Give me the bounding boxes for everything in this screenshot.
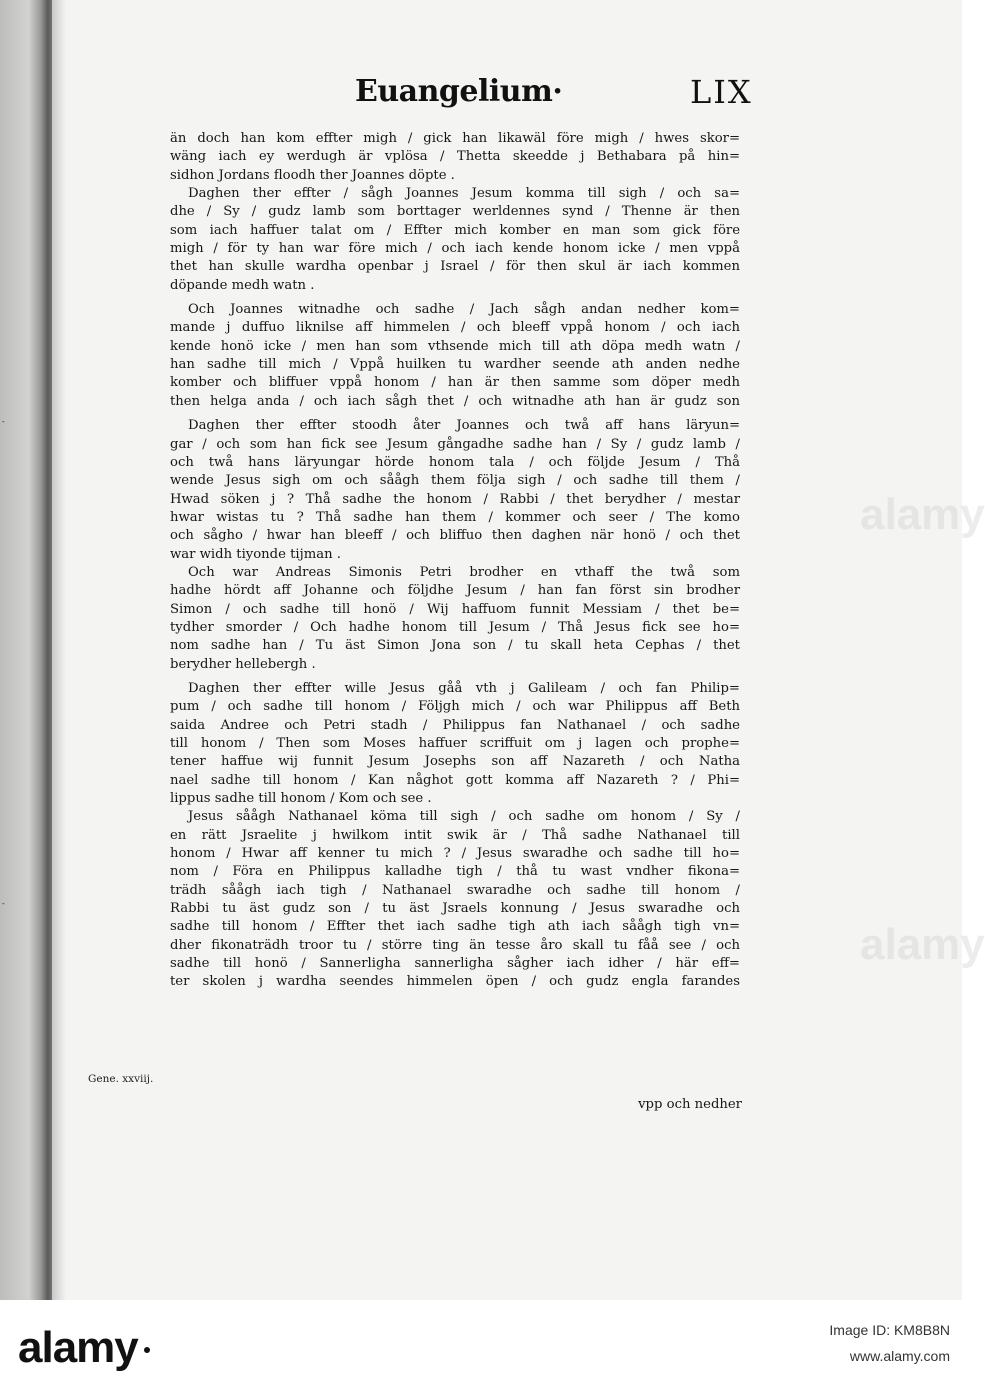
text-line: ter skolen j wardha seendes himmelen öpen / och gudz engla farandes xyxy=(170,974,740,990)
text-line: migh / för ty han war före mich / och iach kende honom icke / men vppå xyxy=(170,241,740,257)
watermark: alamy xyxy=(860,490,985,539)
text-line: kende honö icke / men han som vthsende mich till ath döpa medh watn / xyxy=(170,338,740,354)
logo-text: alamy xyxy=(18,1323,138,1372)
text-line: tydher smorder / Och hadhe honom till Jesum / Thå Jesus fick see ho= xyxy=(170,619,740,635)
edge-mark: - xyxy=(2,899,5,908)
text-line: hwar wistas tu ? Thå sadhe han them / kommer och seer / The komo xyxy=(170,509,740,525)
text-line: nom / Föra en Philippus kalladhe tigh / thå tu wast vndher fikona= xyxy=(170,864,740,880)
facing-page-edge xyxy=(0,0,52,1300)
image-id: Image ID: KM8B8N xyxy=(829,1322,950,1338)
text-line: Daghen ther effter / sågh Joannes Jesum komma till sigh / och sa= xyxy=(188,186,740,202)
text-line: berydher hellebergh . xyxy=(170,656,316,672)
text-block xyxy=(170,130,740,992)
catchword: vpp och nedher xyxy=(638,1097,742,1112)
edge-mark: - xyxy=(2,417,5,426)
alamy-logo xyxy=(18,1318,218,1378)
text-line: som iach haffuer talat om / Effter mich komber en man som gick före xyxy=(170,222,740,238)
margin-note: Gene. xxviij. xyxy=(88,1073,154,1085)
running-head: Euangelium· xyxy=(355,74,563,109)
text-line: trädh såågh iach tigh / Nathanael swaradhe och sadhe till honom / xyxy=(170,882,740,898)
text-line: lippus sadhe till honom / Kom och see . xyxy=(170,791,432,807)
text-line: gar / och som han fick see Jesum gångadhe sadhe han / Sy / gudz lamb / xyxy=(170,436,740,452)
text-line: han sadhe till mich / Vppå huilken tu wardher seende ath anden nedhe xyxy=(170,357,740,373)
text-line: Jesus såågh Nathanael köma till sigh / och sadhe om honom / Sy / xyxy=(188,809,740,825)
text-line: then helga anda / och iach sågh thet / och witnadhe ath han är gudz son xyxy=(170,393,740,409)
text-line: sadhe till honö / Sannerligha sannerligha sågher iach idher / här eff= xyxy=(170,956,740,972)
folio-number: LIX xyxy=(690,73,753,111)
text-line: tener haffue wij funnit Jesum Josephs son aff Nazareth / och Natha xyxy=(170,754,740,770)
text-line: honom / Hwar aff kenner tu mich ? / Jesus swaradhe och sadhe till ho= xyxy=(170,846,740,862)
text-line: Daghen ther effter wille Jesus gåå vth j Galileam / och fan Philip= xyxy=(188,680,740,696)
watermark: alamy xyxy=(860,920,985,969)
text-line: Rabbi tu äst gudz son / tu äst Jsraels konnung / Jesus swaradhe och xyxy=(170,901,740,917)
text-line: Och war Andreas Simonis Petri brodher en vthaff the twå som xyxy=(188,564,740,580)
text-line: wende Jesus sigh om och såågh them följa sigh / och sadhe till them / xyxy=(170,473,740,489)
text-line: till honom / Then som Moses haffuer scriffuit om j lagen och prophe= xyxy=(170,736,740,751)
text-line: mande j duffuo liknilse aff himmelen / och bleeff vppå honom / och iach xyxy=(170,320,740,336)
text-line: döpande medh watn . xyxy=(170,277,315,293)
text-line: nael sadhe till honom / Kan någhot gott komma aff Nazareth ? / Phi= xyxy=(170,772,740,788)
text-line: dhe / Sy / gudz lamb som borttager werldennes synd / Thenne är then xyxy=(170,204,740,220)
text-line: dher fikonaträdh troor tu / större ting än tesse åro skall tu fåå see / och xyxy=(170,937,740,953)
text-line: thet han skulle wardha openbar j Israel / för then skul är iach kommen xyxy=(170,259,740,275)
text-line: sidhon Jordans floodh ther Joannes döpte . xyxy=(170,167,455,183)
text-line: Och Joannes witnadhe och sadhe / Jach sågh andan nedher kom= xyxy=(188,302,740,318)
text-line: saida Andree och Petri stadh / Philippus fan Nathanael / och sadhe xyxy=(170,717,740,733)
text-line: Daghen ther effter stoodh åter Joannes och twå aff hans läryun= xyxy=(188,418,740,434)
text-line: Hwad söken j ? Thå sadhe the honom / Rabbi / thet berydher / mestar xyxy=(170,491,740,507)
text-line: pum / och sadhe till honom / Följgh mich / och war Philippus aff Beth xyxy=(170,699,740,715)
text-line: och twå hans läryungar hörde honom tala / och följde Jesum / Thå xyxy=(170,454,740,470)
site-url: www.alamy.com xyxy=(849,1348,950,1364)
text-line: war widh tiyonde tijman . xyxy=(170,546,341,562)
text-line: än doch han kom effter migh / gick han likawäl före migh / hwes skor= xyxy=(170,131,740,146)
text-line: Simon / och sadhe till honö / Wij haffuom funnit Messiam / thet be= xyxy=(170,601,740,617)
logo-dot-icon xyxy=(144,1347,150,1353)
text-line: hadhe hördt aff Johanne och följdhe Jesum / han fan först sin brodher xyxy=(170,583,740,599)
text-line: nom sadhe han / Tu äst Simon Jona son / tu skall heta Cephas / thet xyxy=(170,638,740,654)
text-line: och sågho / hwar han bleeff / och bliffuo then daghen när honö / och thet xyxy=(170,528,740,544)
text-line: wäng iach ey werdugh är vplösa / Thetta skeedde j Bethabara på hin= xyxy=(170,149,740,165)
text-line: sadhe till honom / Effter thet iach sadhe tigh ath iach såågh tigh vn= xyxy=(170,919,740,935)
gutter-shadow xyxy=(52,0,66,1300)
text-line: en rätt Jsraelite j hwilkom intit swik är / Thå sadhe Nathanael till xyxy=(170,827,740,843)
stock-footer xyxy=(0,1300,962,1390)
text-line: komber och bliffuer vppå honom / han är then samme som döper medh xyxy=(170,375,740,391)
